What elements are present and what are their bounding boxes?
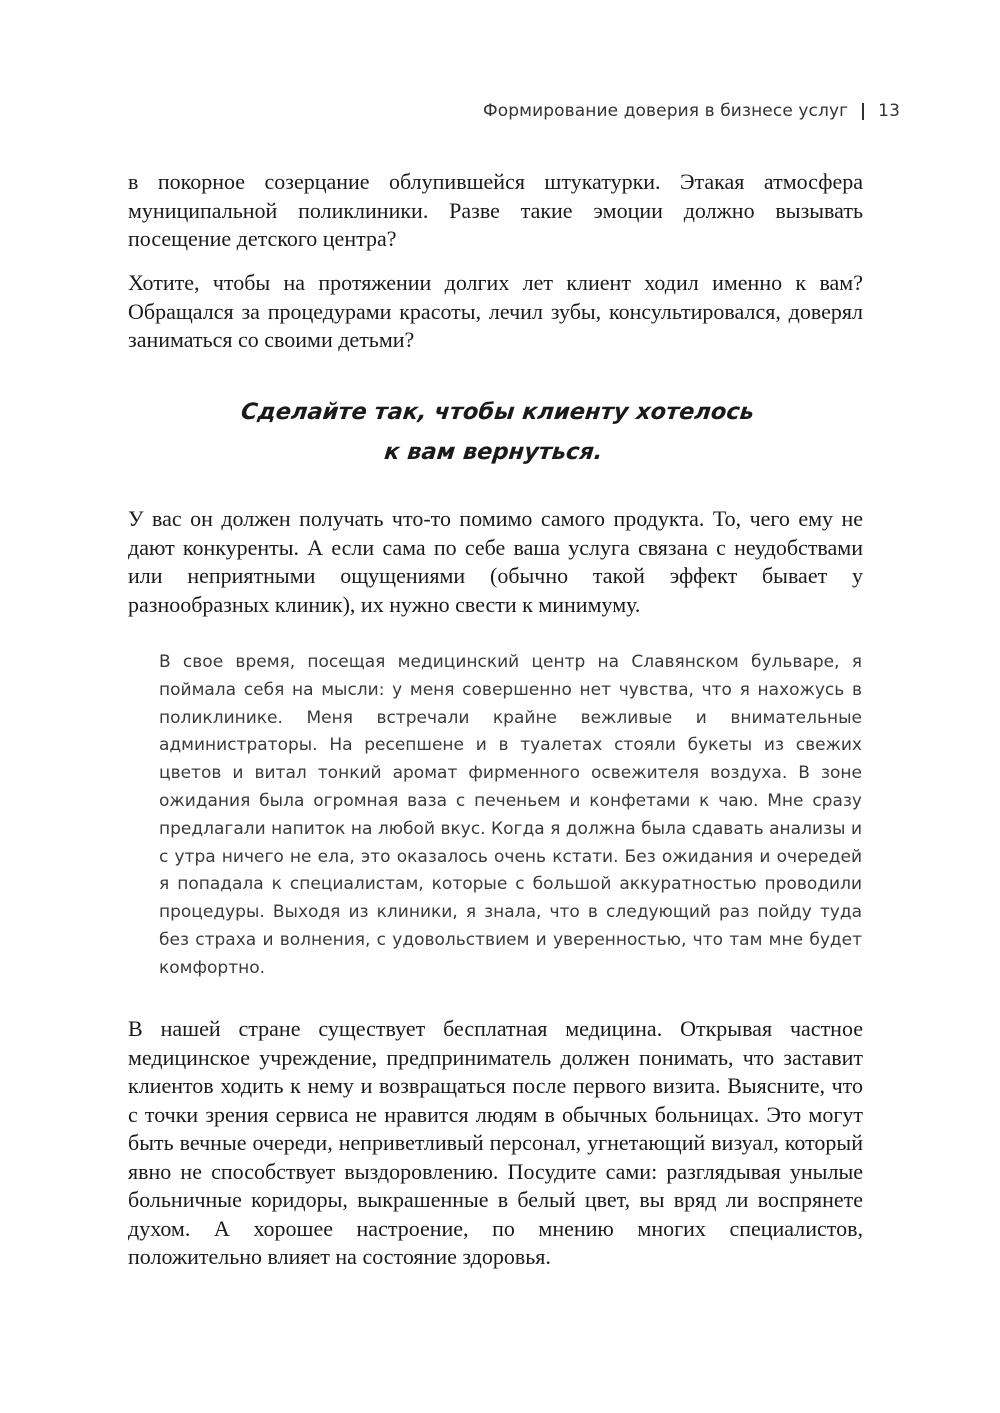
running-head [483,101,900,121]
header-divider [862,103,864,120]
callout-line-2: к вам вернуться. [382,439,604,465]
page-number: 13 [878,101,900,121]
story-block: В свое время, посещая медицинский центр на Славянском бульваре, я поймала себя на мысли: у меня совершенно нет чувства, что я нахожусь в поликлинике. Меня встречали крайне вежливые и внимательные администраторы. На ресепшене и в туалетах стояли букеты из свежих цветов и витал тонкий аромат фирменного освежителя воздуха. В зоне ожидания была огромная ваза с печеньем и конфетами к чаю. Мне сразу предлагали напиток на любой вкус. Когда я должна была сдавать анализы и с утра ничего не ела, это оказалось очень кстати. Без ожидания и очередей я попадала к специалистам, которые с большой аккуратностью проводили процедуры. Выходя из клиники, я знала, что в следующий раз пойду туда без страха и волнения, с удовольствием и уверенностью, что там мне будет комфортно. [159,652,862,978]
chapter-title: Формирование доверия в бизнесе услуг [483,101,849,121]
body-paragraph-2: Хотите, чтобы на протяжении долгих лет клиент ходил именно к вам? Обращался за процедурами красоты, лечил зубы, консультировался, доверял заниматься со своими детьми? [128,270,863,352]
callout-line-1: Сделайте так, чтобы клиенту хотелось [239,399,756,425]
body-paragraph-4: В нашей стране существует бесплатная медицина. Открывая частное медицинское учреждение, предприниматель должен понимать, что заставит клиентов ходить к нему и возвращаться после первого визита. Выясните, что с точки зрения сервиса не нравится людям в обычных больницах. Это могут быть вечные очереди, неприветливый персонал, угнетающий визуал, который явно не способствует выздоровлению. Посудите сами: разглядывая унылые больничные коридоры, выкрашенные в белый цвет, вы вряд ли воспрянете духом. А хорошее настроение, по мнению многих специалистов, положительно влияет на состояние здоровья. [128,1016,863,1269]
callout-quote [124,392,867,472]
body-paragraph-3: У вас он должен получать что-то помимо самого продукта. То, чего ему не дают конкуренты. А если сама по себе ваша услуга связана с неудобствами или неприятными ощущениями (обычно такой эффект бывает у разнообразных клиник), их нужно свести к минимуму. [128,506,863,617]
body-paragraph-1: в покорное созерцание облупившейся штукатурки. Этакая атмосфера муниципальной поликлиники. Разве такие эмоции должно вызывать посещение детского центра? [128,169,863,251]
